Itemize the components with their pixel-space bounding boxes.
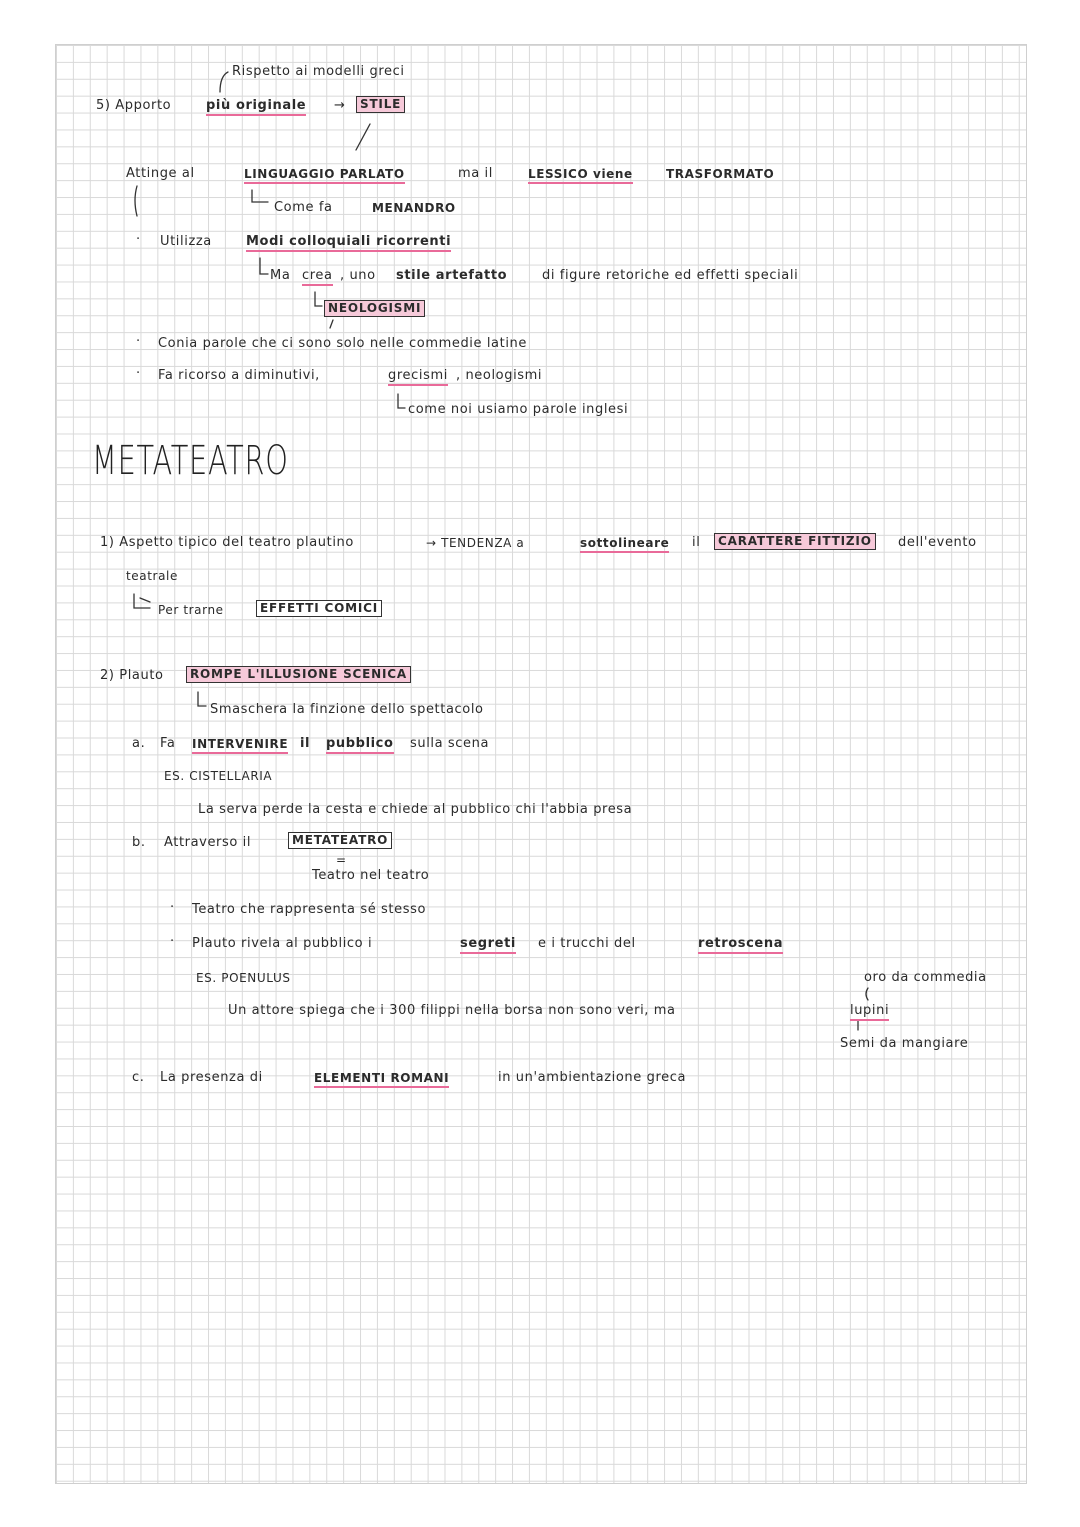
- effetti-comici-box: EFFETTI COMICI: [256, 600, 382, 617]
- come-noi-text: come noi usiamo parole inglesi: [408, 402, 629, 417]
- linguaggio-parlato: LINGUAGGIO PARLATO: [244, 166, 405, 184]
- neologismi-highlight: NEOLOGISMI: [324, 300, 425, 317]
- tendenza-text: → TENDENZA a: [426, 536, 525, 550]
- p1-text: 1) Aspetto tipico del teatro plautino: [100, 535, 354, 550]
- uno-text: , uno: [340, 268, 376, 283]
- dell-evento-text: dell'evento: [898, 535, 977, 550]
- attore-text: Un attore spiega che i 300 filippi nella borsa non sono veri, ma: [228, 1003, 676, 1018]
- crea-text: crea: [302, 268, 333, 286]
- metateatro-title: METATEATRO: [92, 438, 289, 484]
- attraverso-text: Attraverso il: [164, 835, 252, 850]
- bullet-icon: ·: [136, 366, 141, 381]
- pubblico-text: pubblico: [326, 736, 394, 754]
- elementi-romani: ELEMENTI ROMANI: [314, 1070, 449, 1088]
- carattere-fittizio-highlight: CARATTERE FITTIZIO: [714, 533, 876, 550]
- ambientazione-text: in un'ambientazione greca: [498, 1070, 687, 1085]
- teatro-nel-teatro: Teatro nel teatro: [312, 868, 430, 883]
- plauto-rivela: Plauto rivela al pubblico i: [192, 936, 373, 951]
- p2-text: 2) Plauto: [100, 668, 164, 683]
- semi-text: Semi da mangiare: [840, 1036, 969, 1051]
- bullet-icon: ·: [170, 934, 175, 949]
- ma-text: Ma: [270, 268, 291, 283]
- modi-colloquiali: Modi colloquiali ricorrenti: [246, 234, 451, 252]
- retroscena-text: retroscena: [698, 936, 783, 954]
- equals-sign: =: [336, 853, 347, 867]
- bullet-icon: ·: [136, 334, 141, 349]
- il-text-2: il: [300, 736, 311, 751]
- figure-text: di figure retoriche ed effetti speciali: [542, 268, 799, 283]
- neologismi-text: , neologismi: [456, 368, 543, 383]
- il-text: il: [692, 535, 701, 550]
- intervenire-text: INTERVENIRE: [192, 736, 288, 754]
- es-cistellaria: ES. CISTELLARIA: [164, 769, 273, 783]
- come-fa-text: Come fa: [274, 200, 333, 215]
- metateatro-box: METATEATRO: [288, 832, 392, 849]
- item-5-label: 5) Apporto: [96, 98, 172, 113]
- lupini-text: lupini: [850, 1003, 889, 1021]
- teatro-rappresenta: Teatro che rappresenta sé stesso: [192, 902, 427, 917]
- smaschera-text: Smaschera la finzione dello spettacolo: [210, 702, 484, 717]
- lessico-text: LESSICO viene: [528, 166, 633, 184]
- sottolineare-text: sottolineare: [580, 535, 669, 553]
- teatrale-text: teatrale: [126, 569, 178, 583]
- utilizza-text: Utilizza: [160, 234, 212, 249]
- attinge-text: Attinge al: [126, 166, 195, 181]
- oro-commedia: oro da commedia: [864, 970, 987, 985]
- arrow-icon: →: [334, 98, 346, 113]
- b-label: b.: [132, 835, 146, 850]
- per-trarne-text: Per trarne: [158, 603, 224, 617]
- grecismi-text: grecismi: [388, 368, 448, 386]
- conia-text: Conia parole che ci sono solo nelle commedie latine: [158, 336, 527, 351]
- trasformato-text: TRASFORMATO: [666, 167, 775, 181]
- bullet-icon: ·: [170, 900, 175, 915]
- stile-artefatto: stile artefatto: [396, 268, 508, 283]
- originale-text: più originale: [206, 98, 306, 116]
- c-label: c.: [132, 1070, 145, 1085]
- stile-highlight: STILE: [356, 96, 405, 113]
- rompe-highlight: ROMPE L'ILLUSIONE SCENICA: [186, 666, 411, 683]
- menandro-text: MENANDRO: [372, 201, 456, 215]
- fa-ricorso-text: Fa ricorso a diminutivi,: [158, 368, 320, 383]
- es-poenulus: ES. POENULUS: [196, 971, 291, 985]
- ma-il-text: ma il: [458, 166, 493, 181]
- sulla-scena-text: sulla scena: [410, 736, 490, 751]
- presenza-text: La presenza di: [160, 1070, 263, 1085]
- fa-text: Fa: [160, 736, 176, 751]
- grid-paper: [55, 44, 1027, 1484]
- bullet-icon: ·: [136, 232, 141, 247]
- note-modelli: Rispetto ai modelli greci: [232, 64, 405, 79]
- segreti-text: segreti: [460, 936, 516, 954]
- serva-text: La serva perde la cesta e chiede al pubblico chi l'abbia presa: [198, 802, 633, 817]
- trucchi-text: e i trucchi del: [538, 936, 636, 951]
- a-label: a.: [132, 736, 146, 751]
